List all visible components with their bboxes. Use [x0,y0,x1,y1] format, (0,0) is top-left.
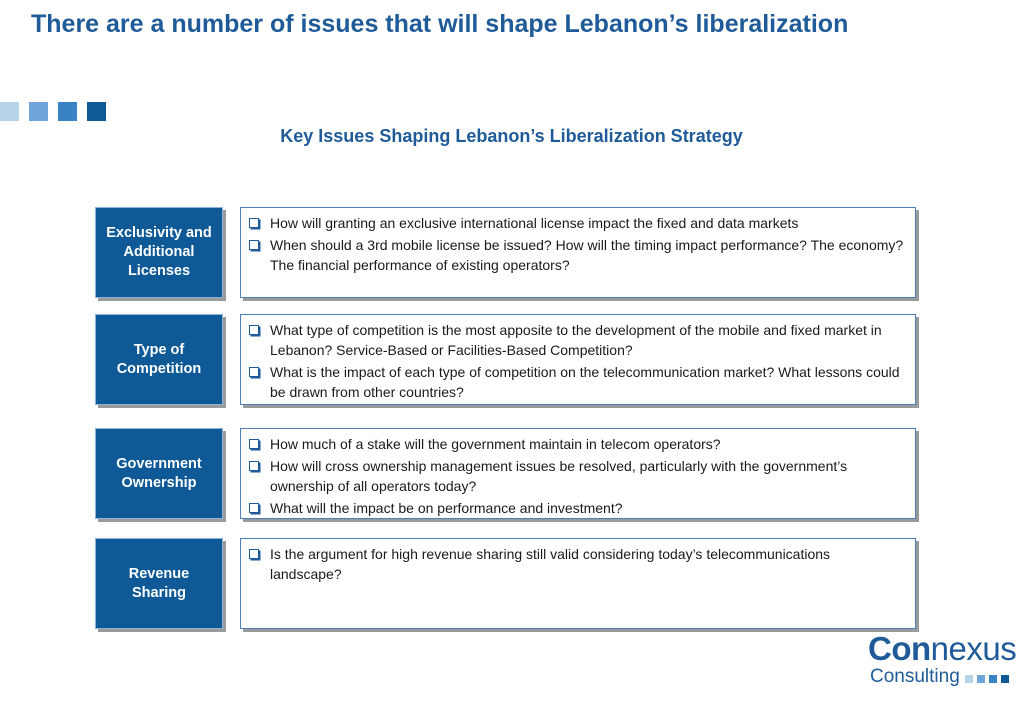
checkbox-bullet-icon [249,503,259,513]
logo-square-1 [965,675,973,683]
connexus-logo [868,630,1018,690]
issue-bullet: What will the impact be on performance and investment? [245,498,905,518]
issue-content-revenue [240,538,916,629]
issue-bullet: How will cross ownership management issues be resolved, particularly with the government’s ownership of all operators today? [245,456,905,496]
issue-label-text: Government Ownership [116,455,202,491]
issue-label-government [95,428,223,519]
issue-bullet: What is the impact of each type of competition on the telecommunication market? What lessons could be drawn from other countries? [245,362,905,402]
checkbox-bullet-icon [249,439,259,449]
issue-bullet: When should a 3rd mobile license be issued? How will the timing impact performance? The economy? The financial performance of existing operators? [245,235,905,275]
issue-label-revenue [95,538,223,629]
logo-subtext: Consulting [870,666,960,687]
issue-bullet: How will granting an exclusive international license impact the fixed and data markets [245,213,905,233]
checkbox-bullet-icon [249,240,259,250]
issue-label-text: Type of Competition [116,341,202,377]
issue-content-competition [240,314,916,405]
issue-content-government [240,428,916,519]
checkbox-bullet-icon [249,461,259,471]
page-title: There are a number of issues that will shape Lebanon’s liberalization [31,10,849,38]
checkbox-bullet-icon [249,218,259,228]
logo-square-2 [977,675,985,683]
checkbox-bullet-icon [249,325,259,335]
checkbox-bullet-icon [249,367,259,377]
decor-square-4 [87,102,106,121]
section-subtitle: Key Issues Shaping Lebanon’s Liberalization Strategy [280,126,743,146]
decor-square-3 [58,102,77,121]
checkbox-bullet-icon [249,549,259,559]
issue-bullet: How much of a stake will the government maintain in telecom operators? [245,434,905,454]
issue-label-competition [95,314,223,405]
issue-content-exclusivity [240,207,916,298]
logo-square-4 [1001,675,1009,683]
logo-square-3 [989,675,997,683]
issue-label-text: Exclusivity and Additional Licenses [106,225,212,279]
issue-label-exclusivity [95,207,223,298]
decor-square-1 [0,102,19,121]
issue-bullet: Is the argument for high revenue sharing still valid considering today’s telecommunications landscape? [245,544,905,584]
decor-square-2 [29,102,48,121]
issue-label-text: Revenue Sharing [128,565,190,601]
issue-bullet: What type of competition is the most apposite to the development of the mobile and fixed market in Lebanon? Service-Based or Facilities-Based Competition? [245,320,905,360]
logo-wordmark: Connexus [868,630,1017,667]
